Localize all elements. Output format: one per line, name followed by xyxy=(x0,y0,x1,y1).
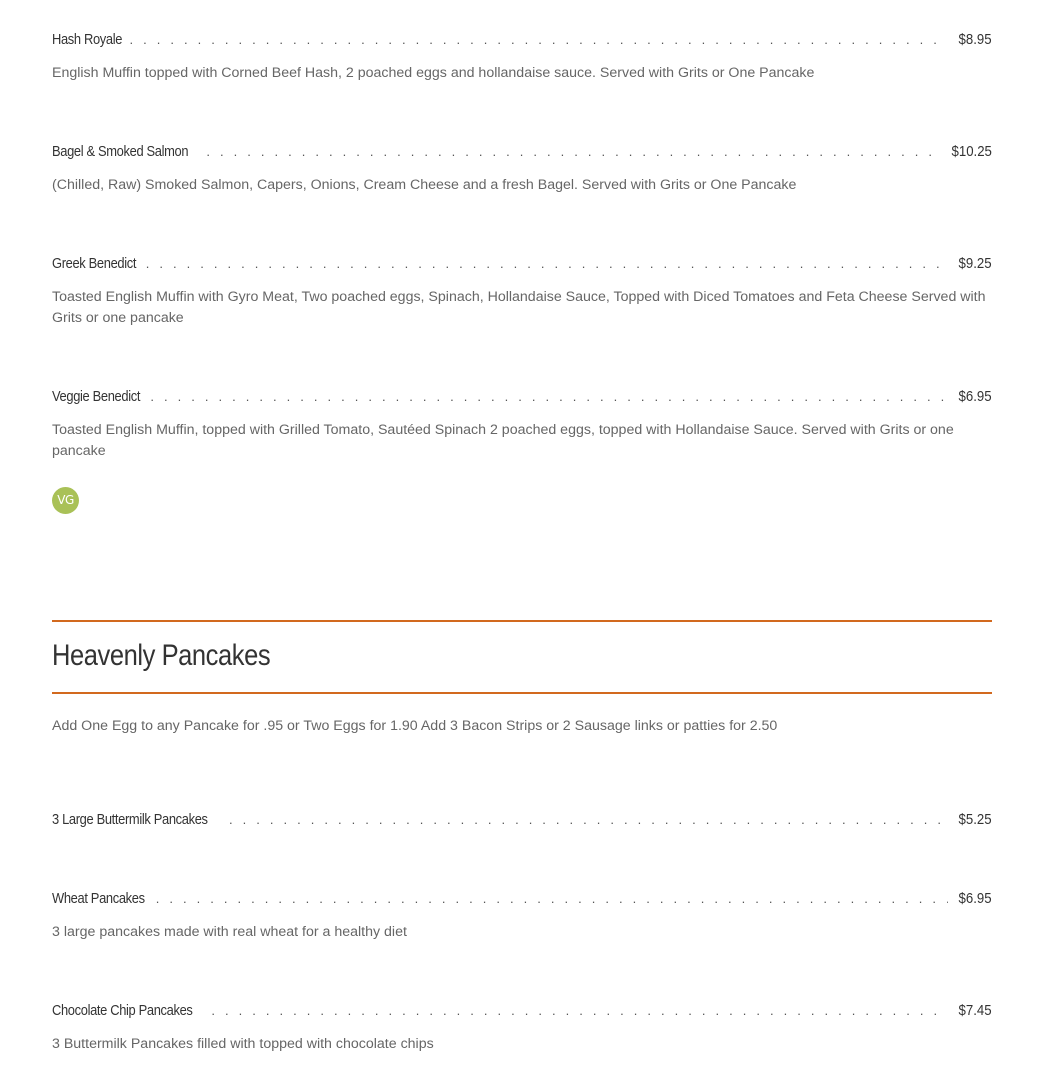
menu-item-description: 3 large pancakes made with real wheat for a healthy diet xyxy=(52,924,407,940)
menu-item-header xyxy=(52,386,992,408)
menu-item-header xyxy=(52,809,992,831)
menu-item-bagel-smoked-salmon xyxy=(52,141,992,196)
dot-leader xyxy=(211,1000,948,1022)
menu-item-greek-benedict xyxy=(52,253,992,329)
section-note: Add One Egg to any Pancake for .95 or Two Eggs for 1.90 Add 3 Bacon Strips or 2 Sausage links or patties for 2.50 xyxy=(52,718,778,734)
menu-item-name: Greek Benedict xyxy=(52,255,137,272)
menu-item-description: (Chilled, Raw) Smoked Salmon, Capers, Onions, Cream Cheese and a fresh Bagel. Served with Grits or One Pancake xyxy=(52,177,797,193)
menu-item-wheat-pancakes xyxy=(52,888,992,943)
menu-item-chocolate-chip-pancakes xyxy=(52,1000,992,1055)
menu-item-description: Toasted English Muffin, topped with Grilled Tomato, Sautéed Spinach 2 poached eggs, topped with Hollandaise Sauce. Served with Grits or one pancake xyxy=(52,422,954,459)
menu-item-price: $6.95 xyxy=(958,890,992,907)
section-divider-bottom xyxy=(52,692,992,694)
menu-item-price: $8.95 xyxy=(958,31,992,48)
menu-item-description: English Muffin topped with Corned Beef Hash, 2 poached eggs and hollandaise sauce. Served with Grits or One Pancake xyxy=(52,65,815,81)
menu-item-header xyxy=(52,253,992,275)
dot-leader xyxy=(129,29,948,51)
menu-item-price: $5.25 xyxy=(958,811,992,828)
dot-leader xyxy=(146,253,949,275)
menu-item-header xyxy=(52,29,992,51)
dot-leader xyxy=(229,809,948,831)
menu-item-description: 3 Buttermilk Pancakes filled with topped with chocolate chips xyxy=(52,1036,434,1052)
vegetarian-badge-icon: VG xyxy=(52,487,79,514)
menu-item-name: Veggie Benedict xyxy=(52,388,141,405)
menu-item-name: Wheat Pancakes xyxy=(52,890,145,907)
dot-leader xyxy=(156,888,949,910)
menu-item-price: $9.25 xyxy=(958,255,992,272)
menu-item-price: $10.25 xyxy=(951,143,992,160)
menu-item-name: Chocolate Chip Pancakes xyxy=(52,1002,193,1019)
dot-leader xyxy=(206,141,940,163)
menu-item-description: Toasted English Muffin with Gyro Meat, Two poached eggs, Spinach, Hollandaise Sauce, Topped with Diced Tomatoes and Feta Cheese Served with Grits or one pancake xyxy=(52,289,986,326)
menu-item-header xyxy=(52,141,992,163)
section-title: Heavenly Pancakes xyxy=(52,639,271,672)
dot-leader xyxy=(150,386,948,408)
menu-item-price: $6.95 xyxy=(958,388,992,405)
menu-item-header xyxy=(52,888,992,910)
menu-item-name: Bagel & Smoked Salmon xyxy=(52,143,189,160)
menu-item-hash-royale xyxy=(52,29,992,84)
menu-item-veggie-benedict xyxy=(52,386,992,462)
menu-item-price: $7.45 xyxy=(958,1002,992,1019)
menu-item-header xyxy=(52,1000,992,1022)
menu-item-name: Hash Royale xyxy=(52,31,123,48)
menu-item-buttermilk-pancakes xyxy=(52,809,992,831)
section-divider-top xyxy=(52,620,992,622)
menu-item-name: 3 Large Buttermilk Pancakes xyxy=(52,811,208,828)
